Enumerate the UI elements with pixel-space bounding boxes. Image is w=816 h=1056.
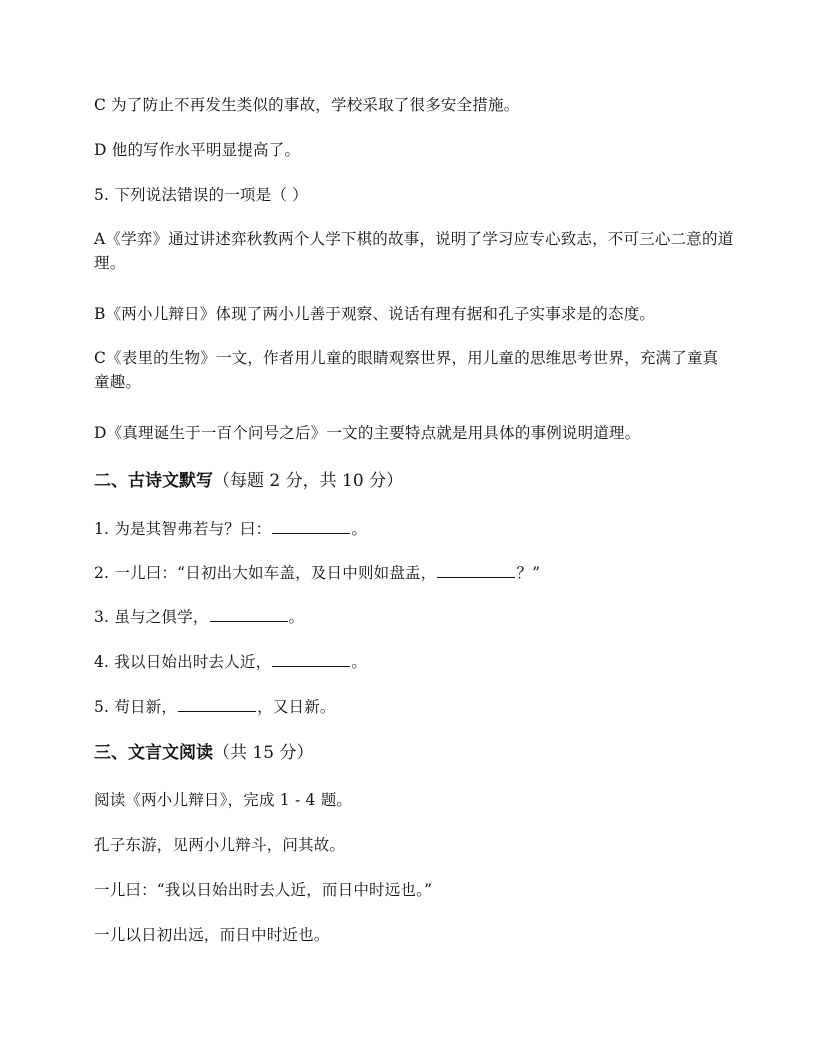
question-5: 5. 下列说法错误的一项是（ ） (94, 186, 308, 204)
section-2-heading (94, 469, 403, 493)
passage-line: 孔子东游，见两小儿辩斗，问其故。 (94, 836, 346, 854)
answer-blank (437, 563, 515, 578)
fill-item-text: 3. 虽与之俱学， (94, 608, 209, 626)
passage-line: 一儿曰：“我以日始出时去人近，而日中时远也。” (94, 881, 433, 899)
reading-instruction: 阅读《两小儿辩日》，完成 1 - 4 题。 (94, 791, 353, 809)
option-4d: D 他的写作水平明显提高了。 (94, 141, 301, 159)
option-4c: C 为了防止不再发生类似的事故，学校采取了很多安全措施。 (94, 96, 520, 114)
section-2-subtitle: （每题 2 分，共 10 分） (213, 471, 404, 491)
fill-item-3 (94, 606, 734, 629)
fill-item-text: 2. 一儿曰：“日初出大如车盖，及日中则如盘盂， (94, 564, 437, 582)
option-5d: D《真理诞生于一百个问号之后》一文的主要特点就是用具体的事例说明道理。 (94, 424, 641, 442)
fill-item-text: 1. 为是其智弗若与？曰： (94, 520, 272, 538)
fill-item-text: 。 (351, 520, 368, 538)
fill-item-text: 。 (288, 608, 305, 626)
fill-item-1 (94, 518, 734, 541)
section-3-subtitle: （共 15 分） (213, 743, 314, 763)
section-3-heading (94, 741, 313, 765)
passage-line: 一儿以日初出远，而日中时近也。 (94, 926, 330, 944)
fill-item-2 (94, 562, 734, 585)
option-5a: A《学弈》通过讲述弈秋教两个人学下棋的故事，说明了学习应专心致志，不可三心二意的道理。 (94, 230, 734, 272)
option-5b: B《两小儿辩日》体现了两小儿善于观察、说话有理有据和孔子实事求是的态度。 (94, 305, 656, 323)
fill-item-text: ？” (516, 564, 541, 582)
answer-blank (178, 697, 256, 712)
fill-item-text: ，又日新。 (257, 698, 336, 716)
fill-item-text: 4. 我以日始出时去人近， (94, 653, 272, 671)
option-5c: C《表里的生物》一文，作者用儿童的眼睛观察世界，用儿童的思维思考世界，充满了童真童趣。 (94, 349, 719, 391)
fill-item-text: 。 (351, 653, 368, 671)
answer-blank (272, 519, 350, 534)
section-3-title: 三、文言文阅读 (94, 743, 213, 763)
answer-blank (272, 652, 350, 667)
fill-item-5 (94, 696, 734, 719)
section-2-title: 二、古诗文默写 (94, 471, 213, 491)
answer-blank (210, 607, 288, 622)
fill-item-4 (94, 651, 734, 674)
fill-item-text: 5. 苟日新， (94, 698, 178, 716)
